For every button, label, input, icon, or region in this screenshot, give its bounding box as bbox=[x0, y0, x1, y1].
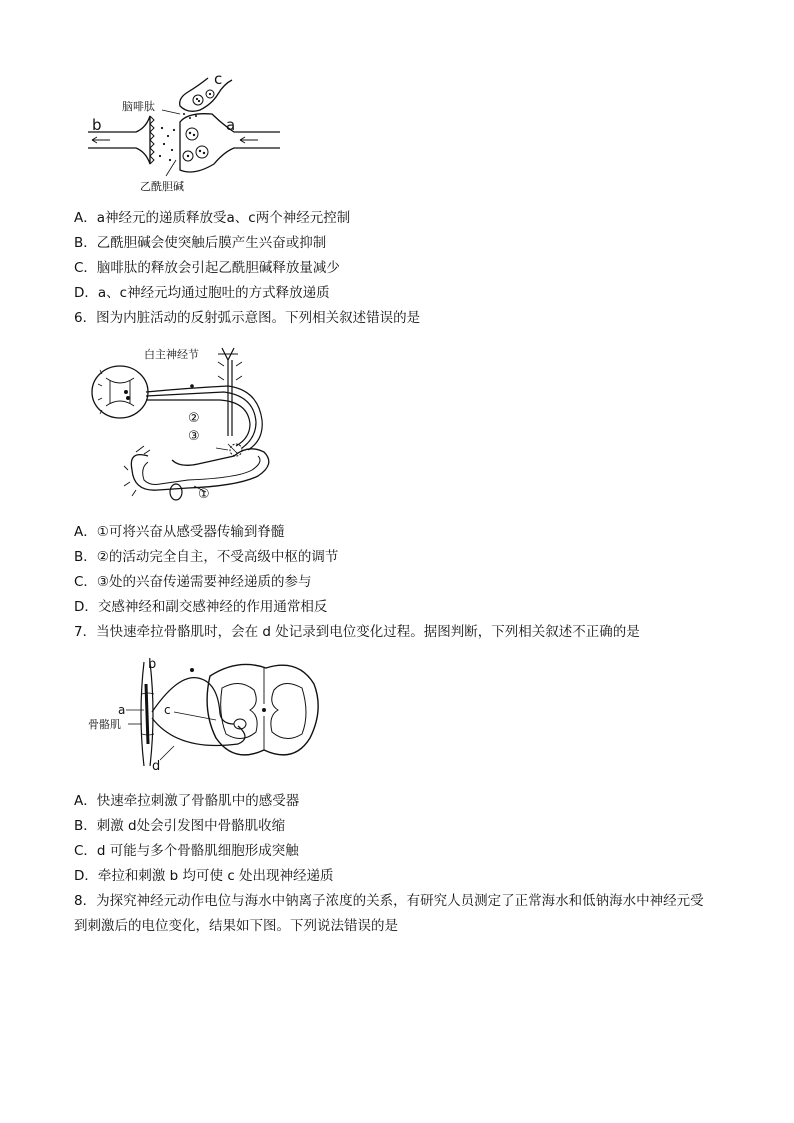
q7-option-c: C．d 可能与多个骨骼肌细胞形成突触 bbox=[74, 843, 299, 859]
q7-option-d: D．牵拉和刺激 b 均可使 c 处出现神经递质 bbox=[74, 868, 334, 884]
q6-option-b: B．②的活动完全自主，不受高级中枢的调节 bbox=[74, 549, 339, 565]
q5-option-c: C．脑啡肽的释放会引起乙酰胆碱释放量减少 bbox=[74, 260, 340, 276]
q5-option-a: A．a神经元的递质释放受a、c两个神经元控制 bbox=[74, 210, 351, 226]
stretch-reflex-diagram bbox=[88, 654, 324, 776]
synapse-diagram bbox=[84, 72, 284, 200]
label-autonomic-ganglion: 白主神经节 bbox=[144, 348, 199, 361]
q6-option-a: A．①可将兴奋从感受器传输到脊髓 bbox=[74, 524, 285, 540]
stretch-reflex-figure bbox=[88, 654, 324, 776]
label-skeletal-muscle: 骨骼肌 bbox=[88, 718, 121, 731]
reflex-arc-figure bbox=[88, 340, 284, 512]
label-n3: ③ bbox=[188, 429, 200, 444]
label-d: d bbox=[152, 759, 161, 774]
reflex-arc-diagram bbox=[88, 340, 284, 512]
label-c: c bbox=[214, 70, 223, 88]
q8-stem-line2: 到刺激后的电位变化，结果如下图。下列说法错误的是 bbox=[74, 918, 398, 934]
q7-stem: 7．当快速牵拉骨骼肌时，会在 d 处记录到电位变化过程。据图判断，下列相关叙述不正确的是 bbox=[74, 624, 640, 640]
q8-stem-line1: 8．为探究神经元动作电位与海水中钠离子浓度的关系，有研究人员测定了正常海水和低钠海水中神经元受 bbox=[74, 893, 704, 909]
label-b: b bbox=[92, 116, 102, 134]
q6-option-c: C．③处的兴奋传递需要神经递质的参与 bbox=[74, 574, 312, 590]
q7-option-a: A．快速牵拉刺激了骨骼肌中的感受器 bbox=[74, 793, 300, 809]
q6-option-d: D．交感神经和副交感神经的作用通常相反 bbox=[74, 599, 328, 615]
label-n2: ② bbox=[188, 411, 200, 426]
label-acetylcholine: 乙酰胆碱 bbox=[140, 180, 184, 193]
q7-option-b: B．刺激 d处会引发图中骨骼肌收缩 bbox=[74, 818, 286, 834]
label-b: b bbox=[148, 657, 157, 672]
q6-stem: 6．图为内脏活动的反射弧示意图。下列相关叙述错误的是 bbox=[74, 310, 421, 326]
label-n1: ① bbox=[198, 487, 210, 502]
label-a: a bbox=[118, 703, 126, 717]
q5-option-b: B．乙酰胆碱会使突触后膜产生兴奋或抑制 bbox=[74, 235, 327, 251]
label-a: a bbox=[226, 116, 236, 134]
label-enkephalin: 脑啡肽 bbox=[122, 100, 155, 113]
q5-option-d: D．a、c神经元均通过胞吐的方式释放递质 bbox=[74, 285, 330, 301]
label-c: c bbox=[164, 703, 171, 717]
synapse-figure bbox=[84, 72, 284, 200]
